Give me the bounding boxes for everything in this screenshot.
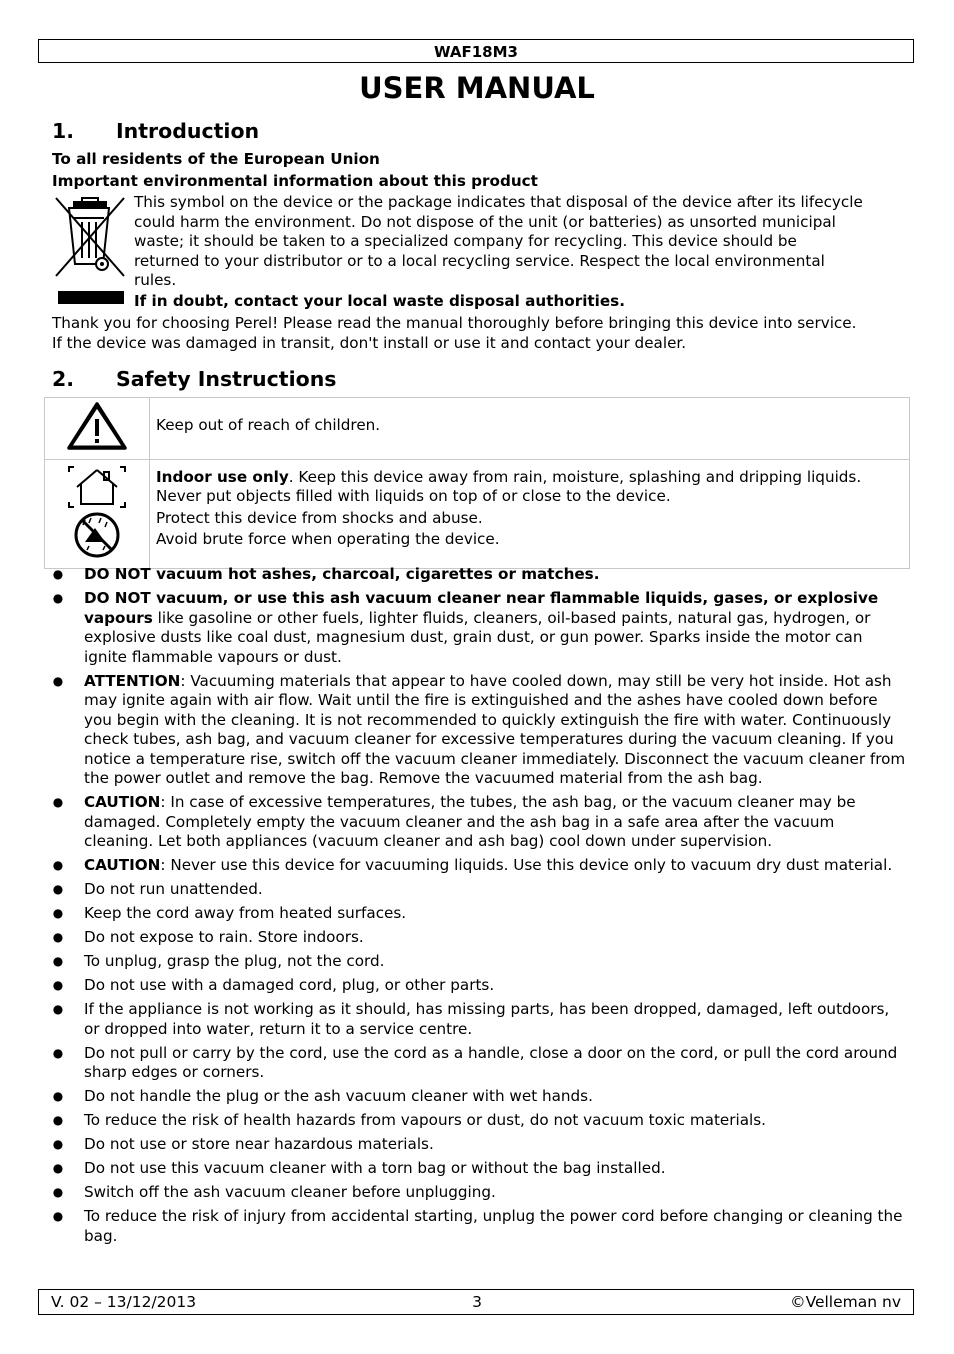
page-number: 3 [472,1293,482,1311]
page-header [38,39,914,63]
section-2-title: Safety Instructions [116,367,337,391]
bullet-icon: ● [52,591,64,605]
bullet-text: : In case of excessive temperatures, the tubes, the ash bag, or the vacuum cleaner may be damaged. Completely empty the vacuum cleaner and the ash bag in a safe area after the vacuum cleaning. Let both appliances (vacuum cleaner and ash bag) cool down under supervision. [84,793,856,850]
indoor-use-rest: . Keep this device away from rain, moisture, splashing and dripping liquids. [288,467,862,486]
list-item [52,1111,908,1131]
model-number: WAF18M3 [434,43,518,61]
doubt-line: If in doubt, contact your local waste disposal authorities. [134,291,625,310]
safety-icon-table [44,397,910,569]
weee-line: This symbol on the device or the package indicates that disposal of the device after its lifecycle [134,193,863,211]
bullet-text: If the appliance is not working as it should, has missing parts, has been dropped, damaged, left outdoors, or dropped into water, return it to a service centre. [84,1000,890,1038]
thanks-line: Thank you for choosing Perel! Please read the manual thoroughly before bringing this device into service. [52,314,857,332]
warning-triangle-icon [45,398,149,453]
list-item [52,793,908,852]
bullet-text: Do not handle the plug or the ash vacuum cleaner with wet hands. [84,1087,593,1105]
bullet-icon: ● [52,930,64,944]
bullet-text: To reduce the risk of health hazards from vapours or dust, do not vacuum toxic materials. [84,1111,766,1129]
bullet-text: : Never use this device for vacuuming liquids. Use this device only to vacuum dry dust material. [160,856,893,874]
thank-you-paragraph [52,314,922,353]
bullet-text: To reduce the risk of injury from accidental starting, unplug the power cord before changing or cleaning the bag. [84,1207,903,1245]
list-item [52,1135,908,1155]
bullet-text: Do not use or store near hazardous materials. [84,1135,434,1153]
bullet-bold-text: DO NOT vacuum, or use this ash vacuum cleaner near flammable liquids, gases, or explosive vapours [84,589,879,627]
page-footer [38,1289,914,1315]
bullet-icon: ● [52,882,64,896]
bullet-bold-text: ATTENTION [84,671,181,690]
section-1-heading [52,118,259,144]
children-warning: Keep out of reach of children. [156,415,381,434]
table-row [45,459,910,569]
weee-line: returned to your distributor or to a local recycling service. Respect the local environmental [134,251,825,270]
eu-residents-line: To all residents of the European Union [52,150,380,168]
weee-line: rules. [134,271,177,289]
version-date: V. 02 – 13/12/2013 [51,1293,197,1311]
bullet-text: Switch off the ash vacuum cleaner before unplugging. [84,1183,496,1201]
icon-cell [45,459,150,569]
bullet-text: Do not pull or carry by the cord, use the cord as a handle, close a door on the cord, or pull the cord around sharp edges or corners. [84,1043,898,1081]
brute-force-line: Avoid brute force when operating the device. [156,530,500,548]
text-cell [150,398,910,460]
bullet-text: Do not run unattended. [84,880,263,898]
list-item [52,1207,908,1246]
shocks-line: Protect this device from shocks and abuse. [156,508,483,527]
bullet-text: Do not expose to rain. Store indoors. [84,928,364,946]
bullet-icon: ● [52,858,64,872]
bullet-text: Keep the cord away from heated surfaces. [84,904,407,922]
icon-cell [45,398,150,460]
thanks-line: If the device was damaged in transit, don't install or use it and contact your dealer. [52,333,687,352]
text-cell [150,459,910,569]
list-item [52,952,908,972]
bullet-text: like gasoline or other fuels, lighter fluids, cleaners, oil-based paints, natural gas, hydrogen, or explosive dusts like coal dust, magnesium dust, grain dust, or gun power. Sparks inside the motor can ignite flammable vapours or dust. [84,608,871,666]
bullet-icon: ● [52,1185,64,1199]
bullet-icon: ● [52,978,64,992]
list-item [52,1000,908,1039]
list-item [52,1183,908,1203]
bullet-icon: ● [52,795,64,809]
bullet-bold-text: DO NOT vacuum hot ashes, charcoal, cigarettes or matches. [84,565,600,583]
bullet-bold-text: CAUTION [84,856,161,874]
copyright: ©Velleman nv [790,1293,901,1311]
indoor-house-icon [69,467,125,507]
bullet-text: Do not use this vacuum cleaner with a torn bag or without the bag installed. [84,1159,666,1177]
section-1-title: Introduction [116,119,260,143]
list-item [52,672,908,789]
bullet-bold-text: CAUTION [84,793,161,811]
bullet-icon: ● [52,673,64,688]
list-item [52,565,908,585]
bullet-icon: ● [52,1113,64,1127]
list-item [52,856,908,876]
indoor-use-line [156,468,903,488]
list-item [52,880,908,900]
table-row [45,398,910,460]
section-1-number: 1. [52,119,75,143]
safety-bullet-list [52,565,908,1251]
bullet-text: To unplug, grasp the plug, not the cord. [84,952,385,970]
section-2-heading [52,366,337,392]
bullet-icon: ● [52,1045,64,1060]
environment-info-line: Important environmental information about this product [52,172,538,190]
list-item [52,589,908,667]
weee-line: waste; it should be taken to a specialized company for recycling. This device should be [134,232,797,250]
bullet-icon: ● [52,1209,64,1223]
section-2-number: 2. [52,367,75,391]
list-item [52,1159,908,1179]
list-item [52,1044,908,1083]
liquids-line: Never put objects filled with liquids on top of or close to the device. [156,487,671,505]
bullet-icon: ● [52,1002,64,1016]
list-item [52,976,908,996]
list-item [52,1087,908,1107]
bullet-icon: ● [52,567,64,581]
indoor-use-bold: Indoor use only [156,467,289,486]
weee-line: could harm the environment. Do not dispose of the unit (or batteries) as unsorted municipal [134,212,836,231]
bullet-icon: ● [52,1161,64,1175]
weee-bin-icon [52,194,126,306]
bullet-icon: ● [52,906,64,920]
bullet-icon: ● [52,1137,64,1151]
page-title: USER MANUAL [359,71,595,105]
list-item [52,928,908,948]
list-item [52,904,908,924]
no-rain-icon [76,514,118,556]
bullet-icon: ● [52,1089,64,1103]
bullet-text: Do not use with a damaged cord, plug, or other parts. [84,976,495,994]
bullet-icon: ● [52,954,64,968]
bullet-text: : Vacuuming materials that appear to have cooled down, may still be very hot inside. Hot ash may ignite again with air flow. Wait until the fire is extinguished and the ashes have cooled down before you begin with the cleaning. It is not recommended to quickly extinguish the fire with water. Continuously check tubes, ash bag, and vacuum cleaner for excessive temperatures during the vacuum cleaning. If you notice a temperature rise, switch off the vacuum cleaner immediately. Disconnect the vacuum cleaner from the power outlet and remove the bag. Remove the vacuumed material from the ash bag. [84,671,906,787]
weee-notice [134,193,914,311]
